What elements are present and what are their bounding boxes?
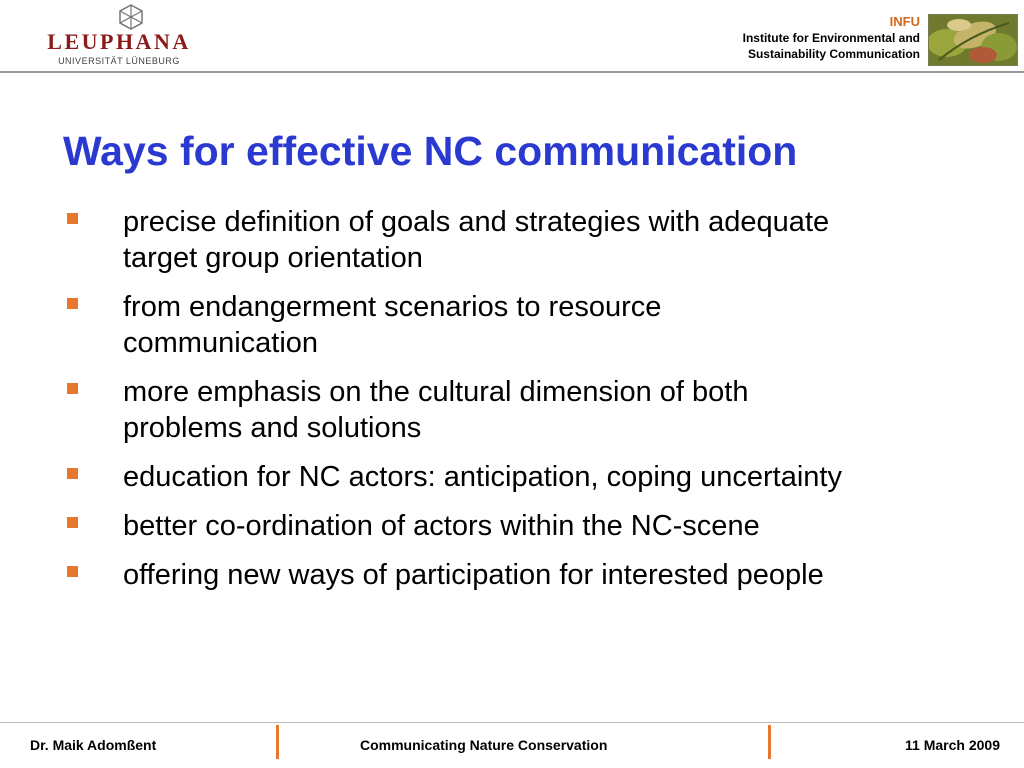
list-item (64, 557, 994, 593)
logo-subline: UNIVERSITÄT LÜNEBURG (58, 56, 180, 66)
institute-name-line1: Institute for Environmental and (742, 31, 920, 45)
header-divider (0, 71, 1024, 73)
university-logo (14, 2, 224, 68)
list-item (64, 204, 994, 276)
list-item (64, 374, 994, 446)
bullet-text-line1: offering new ways of participation for interested people (123, 559, 824, 591)
footer-author: Dr. Maik Adomßent (30, 737, 157, 753)
list-item (64, 289, 994, 361)
institute-name-line2: Sustainability Communication (747, 47, 920, 61)
bullet-square-icon (67, 566, 78, 577)
bullet-square-icon (67, 468, 78, 479)
bullet-text-line2: communication (123, 327, 319, 359)
slide-title: Ways for effective NC communication (63, 128, 798, 174)
cube-mark-icon (118, 4, 144, 30)
bullet-text-line1: precise definition of goals and strategies with adequate (123, 206, 830, 238)
slide-header (0, 0, 1024, 72)
bullet-text-line1: better co-ordination of actors within the NC-scene (123, 510, 760, 542)
bullet-square-icon (67, 298, 78, 309)
bullet-square-icon (67, 213, 78, 224)
bullet-text-line2: target group orientation (123, 242, 423, 274)
bullet-text-line1: education for NC actors: anticipation, coping uncertainty (123, 461, 842, 493)
logo-wordmark: LEUPHANA (47, 29, 191, 54)
footer-course: Communicating Nature Conservation (360, 737, 608, 753)
list-item (64, 508, 994, 544)
slide-footer (0, 722, 1024, 768)
footer-divider (0, 722, 1024, 723)
leaves-photo (928, 14, 1018, 66)
bullet-square-icon (67, 383, 78, 394)
bullet-square-icon (67, 517, 78, 528)
institute-abbreviation: INFU (889, 14, 920, 29)
bullet-text-line1: from endangerment scenarios to resource (123, 291, 662, 323)
footer-date: 11 March 2009 (905, 737, 1000, 753)
footer-separator (276, 725, 279, 759)
bullet-text-line2: problems and solutions (123, 412, 422, 444)
list-item (64, 459, 994, 495)
bullet-text-line1: more emphasis on the cultural dimension of both (123, 376, 749, 408)
bullet-list (64, 204, 994, 606)
footer-separator (768, 725, 771, 759)
institute-block (743, 14, 920, 62)
